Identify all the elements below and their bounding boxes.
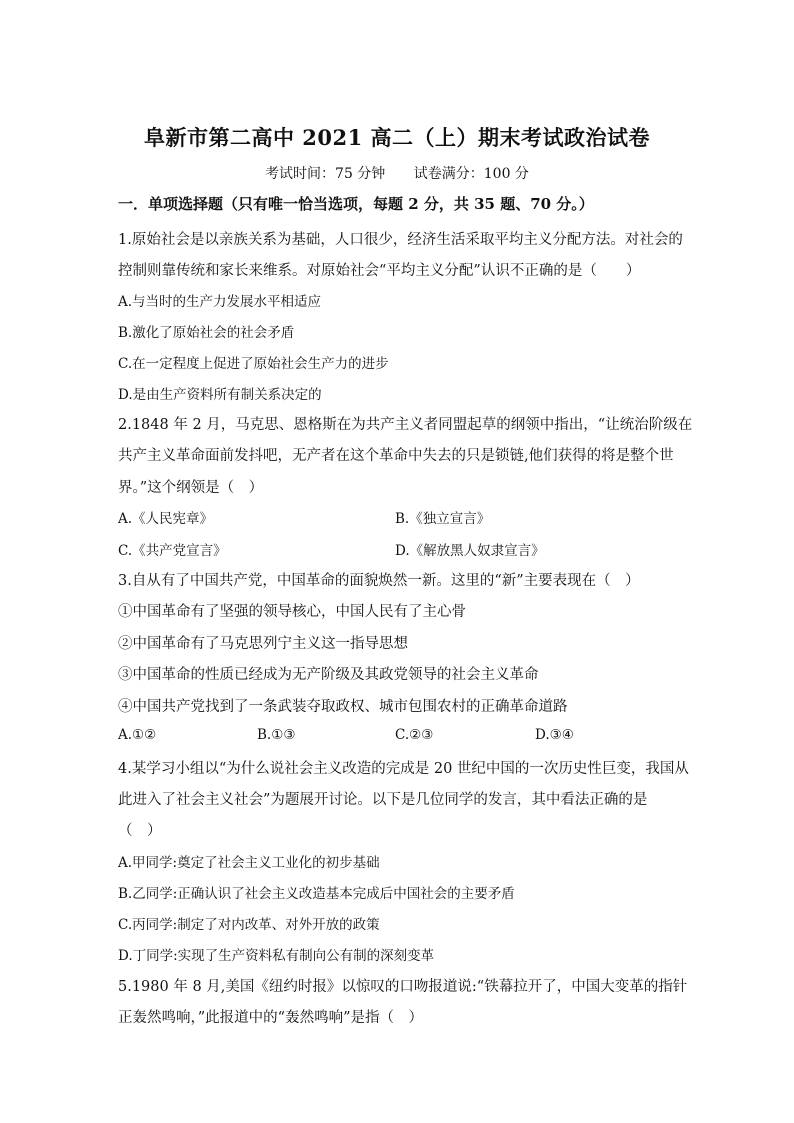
exam-info [0, 163, 794, 183]
question-3-item-2: ②中国革命有了马克思列宁主义这一指导思想 [118, 636, 408, 652]
question-5-stem-line-2: 正轰然鸣响，”此报道中的“轰然鸣响”是指（ ） [118, 1010, 423, 1026]
question-4-option-a: A.甲同学:奠定了社会主义工业化的初步基础 [118, 855, 380, 871]
question-3-option-c: C.②③ [395, 727, 434, 743]
question-4-stem-line-3: （ ） [118, 823, 162, 839]
question-2-stem-line-1: 2.1848 年 2 月，马克思、恩格斯在为共产主义者同盟起草的纲领中指出，“让统治阶级在 [118, 417, 693, 433]
question-1-option-a: A.与当时的生产力发展水平相适应 [118, 294, 322, 310]
question-3-option-d: D.③④ [535, 727, 574, 743]
page-title: 阜新市第二高中 2021 高二（上）期末考试政治试卷 [143, 125, 651, 150]
question-3-option-a: A.①② [118, 727, 157, 743]
question-1-option-d: D.是由生产资料所有制关系决定的 [118, 387, 322, 403]
question-4-stem-line-2: 此进入了社会主义社会”为题展开讨论。以下是几位同学的发言，其中看法正确的是 [118, 792, 648, 808]
exam-time: 考试时间：75 分钟 [265, 166, 386, 182]
question-3-item-3: ③中国革命的性质已经成为无产阶级及其政党领导的社会主义革命 [118, 667, 539, 683]
question-3-item-4: ④中国共产党找到了一条武装夺取政权、城市包围农村的正确革命道路 [118, 699, 568, 715]
question-4-stem-line-1: 4.某学习小组以“为什么说社会主义改造的完成是 20 世纪中国的一次历史性巨变，我国从 [118, 761, 689, 777]
question-4-option-d: D.丁同学:实现了生产资料私有制向公有制的深刻变革 [118, 948, 435, 964]
question-4-option-c: C.丙同学:制定了对内改革、对外开放的政策 [118, 917, 380, 933]
question-2-option-b: B.《独立宣言》 [395, 511, 491, 527]
question-3-item-1: ①中国革命有了坚强的领导核心，中国人民有了主心骨 [118, 604, 466, 620]
question-1-stem-line-2: 控制则靠传统和家长来维系。对原始社会“平均主义分配”认识不正确的是（ ） [118, 263, 641, 279]
question-3-stem: 3.自从有了中国共产党，中国革命的面貌焕然一新。这里的“新”主要表现在（ ） [118, 573, 640, 589]
section-heading: 一．单项选择题（只有唯一恰当选项，每题 2 分，共 35 题、70 分。） [118, 195, 594, 213]
question-5-stem-line-1: 5.1980 年 8 月,美国《纽约时报》以惊叹的口吻报道说:“铁幕拉开了，中国大变革的指针 [118, 979, 688, 995]
full-score: 试卷满分：100 分 [413, 166, 529, 182]
question-2-stem-line-3: 界。”这个纲领是（ ） [118, 480, 264, 496]
question-2-option-c: C.《共产党宣言》 [118, 543, 227, 559]
question-1-stem-line-1: 1.原始社会是以亲族关系为基础，人口很少，经济生活采取平均主义分配方法。对社会的 [118, 232, 683, 248]
question-3-option-b: B.①③ [257, 727, 296, 743]
question-1-option-c: C.在一定程度上促进了原始社会生产力的进步 [118, 356, 389, 372]
question-2-stem-line-2: 共产主义革命面前发抖吧，无产者在这个革命中失去的只是锁链,他们获得的将是整个世 [118, 448, 674, 464]
question-2-option-d: D.《解放黑人奴隶宣言》 [395, 543, 545, 559]
question-4-option-b: B.乙同学:正确认识了社会主义改造基本完成后中国社会的主要矛盾 [118, 886, 515, 902]
question-1-option-b: B.激化了原始社会的社会矛盾 [118, 325, 295, 341]
question-2-option-a: A.《人民宪章》 [118, 511, 214, 527]
